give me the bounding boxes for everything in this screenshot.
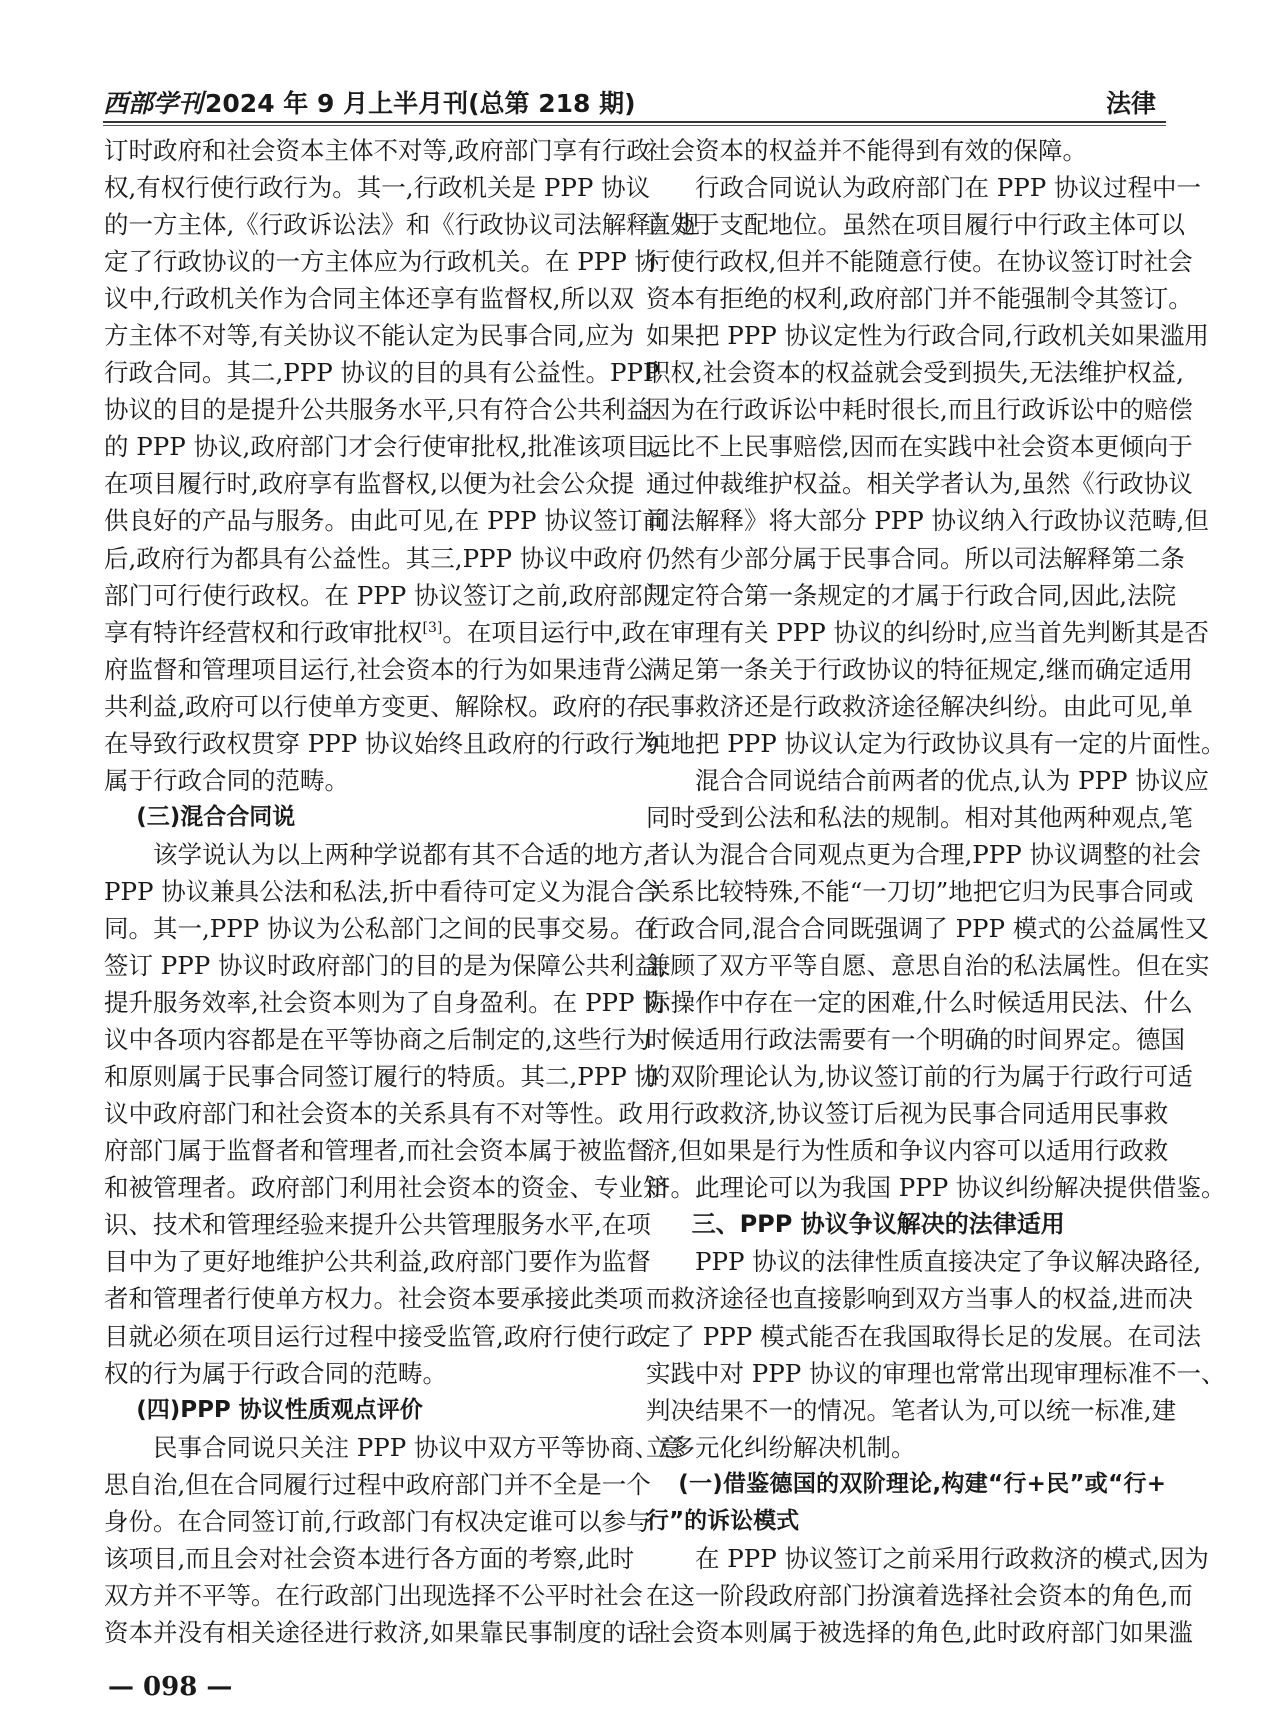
text-line: 该项目,而且会对社会资本进行各方面的考察,此时 — [104, 1543, 635, 1573]
text-line: 通过仲裁维护权益。相关学者认为,虽然《行政协议 — [646, 469, 1193, 499]
text-line: 同。其一,PPP 协议为公私部门之间的民事交易。在 — [104, 913, 660, 943]
text-line: 三、PPP 协议争议解决的法律适用 — [691, 1210, 1065, 1239]
text-line: 协议的目的是提升公共服务水平,只有符合公共利益 — [104, 395, 651, 425]
paragraph — [646, 1243, 1226, 1465]
text-line: 和被管理者。政府部门利用社会资本的资金、专业知 — [104, 1173, 668, 1203]
text-line: 签订 PPP 协议时政府部门的目的是为保障公共利益, — [104, 951, 667, 981]
text-line: 的一方主体,《行政诉讼法》和《行政协议司法解释》规 — [104, 210, 700, 240]
text-line: 行使行政权,但并不能随意行使。在协议签订时社会 — [646, 247, 1193, 277]
text-line: 在项目履行时,政府享有监督权,以便为社会公众提 — [104, 469, 635, 499]
header-rule — [103, 121, 1166, 123]
text-line: (四)PPP 协议性质观点评价 — [136, 1396, 423, 1423]
text-line: 府监督和管理项目运行,社会资本的行为如果违背公 — [104, 654, 651, 684]
text-line: 同时受到公法和私法的规制。相对其他两种观点,笔 — [646, 802, 1193, 832]
text-line: 目就必须在项目运行过程中接受监管,政府行使行政 — [104, 1321, 651, 1351]
text-line: 定了行政协议的一方主体应为行政机关。在 PPP 协 — [104, 247, 660, 277]
section-heading — [104, 1392, 620, 1429]
page-number: — 098 — — [108, 1672, 233, 1702]
text-line: 提升服务效率,社会资本则为了自身盈利。在 PPP 协 — [104, 988, 667, 1018]
text-line: 际操作中存在一定的困难,什么时候适用民法、什么 — [646, 988, 1193, 1018]
text-line: 判决结果不一的情况。笔者认为,可以统一标准,建 — [646, 1395, 1177, 1425]
citation-marker: [3] — [422, 619, 443, 636]
text-line: 因为在行政诉讼中耗时很长,而且行政诉讼中的赔偿 — [646, 395, 1193, 425]
journal-issue — [103, 84, 636, 120]
text-line: 在 PPP 协议签订之前采用行政救济的模式,因为 — [695, 1543, 1209, 1573]
paragraph — [646, 1540, 1209, 1651]
text-line: 直处于支配地位。虽然在项目履行中行政主体可以 — [646, 210, 1185, 240]
paragraph — [646, 762, 1226, 1207]
text-line: 的双阶理论认为,协议签订前的行为属于行政行可适 — [646, 1062, 1193, 1092]
text-line: 属于行政合同的范畴。 — [104, 765, 349, 795]
text-line: 行政合同,混合合同既强调了 PPP 模式的公益属性又 — [646, 913, 1209, 943]
text-line: (一)借鉴德国的双阶理论,构建“行+民”或“行+ — [678, 1470, 1166, 1497]
text-line: 方主体不对等,有关协议不能认定为民事合同,应为 — [104, 321, 635, 351]
text-line: 时候适用行政法需要有一个明确的时间界定。德国 — [646, 1025, 1185, 1055]
left-column — [104, 132, 700, 1651]
text-line: 用行政救济,协议签订后视为民事合同适用民事救 — [646, 1099, 1169, 1129]
text-line: 规定符合第一条规定的才属于行政合同,因此,法院 — [646, 580, 1177, 610]
text-line: 身份。在合同签订前,行政部门有权决定谁可以参与 — [104, 1506, 651, 1536]
text-line: 纯地把 PPP 协议认定为行政协议具有一定的片面性。 — [646, 728, 1226, 758]
text-line: 司法解释》将大部分 PPP 协议纳入行政协议范畴,但 — [646, 506, 1209, 536]
text-line: 享有特许经营权和行政审批权[3]。在项目运行中,政 — [104, 617, 647, 647]
text-line: 议中政府部门和社会资本的关系具有不对等性。政 — [104, 1099, 643, 1129]
text-line: 民事合同说只关注 PPP 协议中双方平等协商、意 — [153, 1432, 684, 1462]
text-line: 供良好的产品与服务。由此可见,在 PPP 协议签订前 — [104, 506, 667, 536]
text-line: 济,但如果是行为性质和争议内容可以适用行政救 — [646, 1136, 1169, 1166]
text-line: 定了 PPP 模式能否在我国取得长足的发展。在司法 — [646, 1321, 1202, 1351]
text-line: 关系比较特殊,不能“一刀切”地把它归为民事合同或 — [646, 876, 1194, 906]
text-line: 在导致行政权贯穿 PPP 协议始终且政府的行政行为 — [104, 728, 660, 758]
issue-label: 2024 年 9 月上半月刊(总第 218 期) — [205, 89, 636, 118]
text-line: 兼顾了双方平等自愿、意思自治的私法属性。但在实 — [646, 951, 1210, 981]
text-line: 行政合同。其二,PPP 协议的目的具有公益性。PPP — [104, 358, 660, 388]
text-line: 思自治,但在合同履行过程中政府部门并不全是一个 — [104, 1469, 651, 1499]
text-line: 共利益,政府可以行使单方变更、解除权。政府的存 — [104, 691, 651, 721]
text-line: 者认为混合合同观点更为合理,PPP 协议调整的社会 — [646, 839, 1202, 869]
paragraph — [104, 132, 700, 799]
text-line: (三)混合合同说 — [136, 803, 296, 830]
journal-logo: 西部学刊 — [103, 89, 204, 118]
text-line: 资本有拒绝的权利,政府部门并不能强制令其签订。 — [646, 284, 1193, 314]
text-line: 在这一阶段政府部门扮演着选择社会资本的角色,而 — [646, 1580, 1193, 1610]
section-heading — [646, 1466, 1166, 1540]
text-line: 权,有权行使行政行为。其一,行政机关是 PPP 协议 — [104, 173, 651, 203]
text-line: 订时政府和社会资本主体不对等,政府部门享有行政 — [104, 136, 651, 165]
text-line: 资本并没有相关途径进行救济,如果靠民事制度的话 — [104, 1617, 651, 1647]
text-line: 议中,行政机关作为合同主体还享有监督权,所以双 — [104, 284, 635, 314]
text-line: 部门可行使行政权。在 PPP 协议签订之前,政府部门 — [104, 580, 667, 610]
text-line: 社会资本则属于被选择的角色,此时政府部门如果滥 — [646, 1617, 1193, 1647]
text-line: 职权,社会资本的权益就会受到损失,无法维护权益, — [646, 358, 1184, 388]
text-line: 双方并不平等。在行政部门出现选择不公平时社会 — [104, 1580, 643, 1610]
text-line: PPP 协议的法律性质直接决定了争议解决路径, — [695, 1247, 1202, 1277]
text-line: 议中各项内容都是在平等协商之后制定的,这些行为 — [104, 1025, 651, 1055]
text-line: 和原则属于民事合同签订履行的特质。其二,PPP 协 — [104, 1062, 660, 1092]
text-line: 社会资本的权益并不能得到有效的保障。 — [646, 136, 1087, 165]
text-line: 的 PPP 协议,政府部门才会行使审批权,批准该项目。 — [104, 432, 675, 462]
section-label: 法律 — [1105, 89, 1156, 118]
text-line: 实践中对 PPP 协议的审理也常常出现审理标准不一、 — [646, 1358, 1226, 1388]
text-line: 混合合同说结合前两者的优点,认为 PPP 协议应 — [695, 765, 1209, 795]
paragraph — [104, 836, 668, 1392]
section-heading — [104, 799, 620, 836]
right-column — [646, 132, 1226, 1651]
paragraph — [646, 132, 1166, 169]
page-header — [103, 78, 1166, 118]
text-line: 府部门属于监督者和管理者,而社会资本属于被监督 — [104, 1136, 651, 1166]
text-line: 远比不上民事赔偿,因而在实践中社会资本更倾向于 — [646, 432, 1193, 462]
section-heading — [646, 1206, 1166, 1243]
text-line: 济。此理论可以为我国 PPP 协议纠纷解决提供借鉴。 — [646, 1173, 1226, 1203]
text-line: 如果把 PPP 协议定性为行政合同,行政机关如果滥用 — [646, 321, 1209, 351]
text-line: 目中为了更好地维护公共利益,政府部门要作为监督 — [104, 1247, 651, 1277]
text-line: 在审理有关 PPP 协议的纠纷时,应当首先判断其是否 — [646, 617, 1209, 647]
paragraph — [646, 169, 1226, 762]
text-line: 权的行为属于行政合同的范畴。 — [104, 1358, 447, 1388]
text-line: 后,政府行为都具有公益性。其三,PPP 协议中政府 — [104, 543, 643, 573]
text-line: 立多元化纠纷解决机制。 — [646, 1432, 916, 1462]
text-line: 而救济途径也直接影响到双方当事人的权益,进而决 — [646, 1284, 1193, 1314]
text-line: 民事救济还是行政救济途径解决纠纷。由此可见,单 — [646, 691, 1193, 721]
text-line: 者和管理者行使单方权力。社会资本要承接此类项 — [104, 1284, 643, 1314]
text-line: 行政合同说认为政府部门在 PPP 协议过程中一 — [695, 173, 1202, 203]
paragraph — [104, 1429, 684, 1651]
text-line: 满足第一条关于行政协议的特征规定,继而确定适用 — [646, 654, 1193, 684]
header-rule-thin — [103, 125, 1166, 126]
text-line: 仍然有少部分属于民事合同。所以司法解释第二条 — [646, 543, 1185, 573]
text-line: 该学说认为以上两种学说都有其不合适的地方, — [153, 839, 651, 869]
text-line: 识、技术和管理经验来提升公共管理服务水平,在项 — [104, 1210, 651, 1240]
text-line: PPP 协议兼具公法和私法,折中看待可定义为混合合 — [104, 876, 660, 906]
text-line: 行”的诉讼模式 — [646, 1507, 800, 1534]
